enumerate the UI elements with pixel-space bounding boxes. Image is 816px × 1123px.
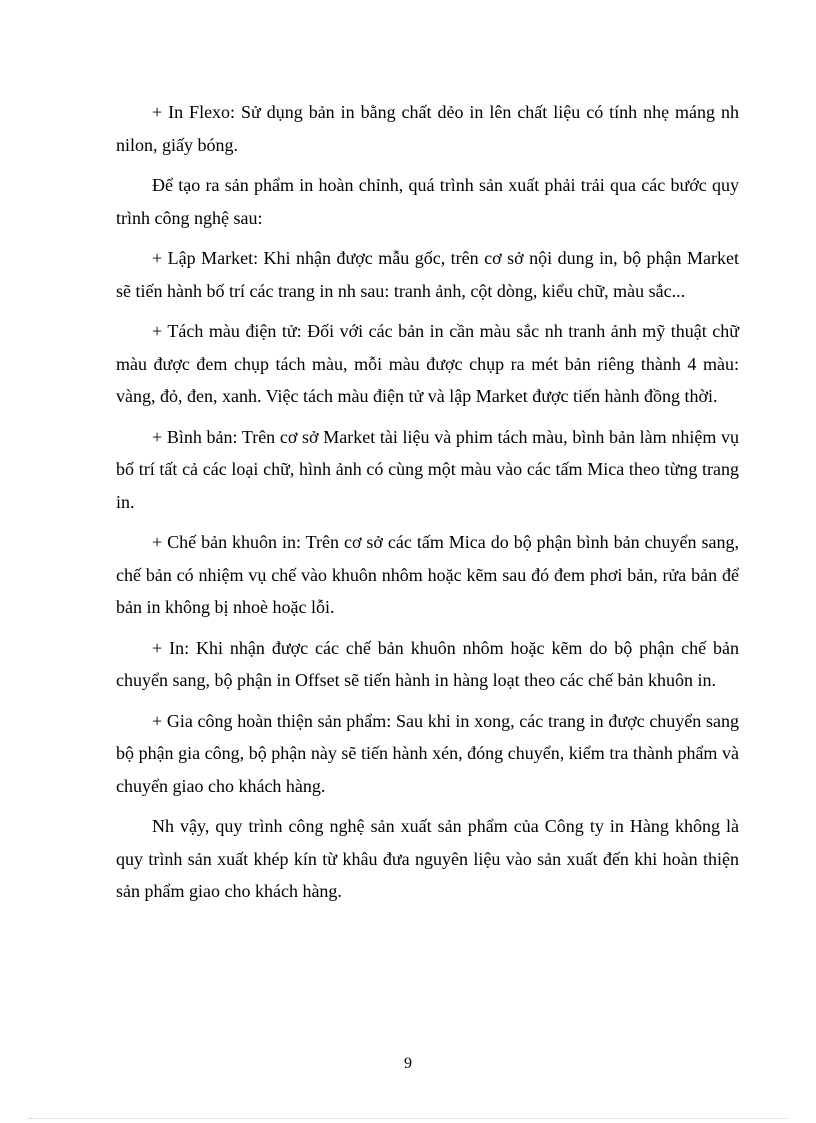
paragraph-process-intro: Để tạo ra sản phẩm in hoàn chỉnh, quá trình sản xuất phải trải qua các bước quy trình công nghệ sau: <box>116 175 739 228</box>
paragraph-che-ban: + Chế bản khuôn in: Trên cơ sở các tấm Mica do bộ phận bình bản chuyển sang, chế bản có nhiệm vụ chế vào khuôn nhôm hoặc kẽm sau đó đem phơi bản, rửa bản để bản in không bị nhoè hoặc lỗi. <box>116 532 739 617</box>
paragraph-conclusion: Nh vậy, quy trình công nghệ sản xuất sản phẩm của Công ty in Hàng không là quy trình sản xuất khép kín từ khâu đưa nguyên liệu vào sản xuất đến khi hoàn thiện sản phẩm giao cho khách hàng. <box>116 816 739 901</box>
page-bottom-divider <box>28 1118 788 1119</box>
paragraph-in: + In: Khi nhận được các chế bản khuôn nhôm hoặc kẽm do bộ phận chế bản chuyển sang, bộ phận in Offset sẽ tiến hành in hàng loạt theo các chế bản khuôn in. <box>116 637 739 690</box>
paragraph-gia-cong: + Gia công hoàn thiện sản phẩm: Sau khi in xong, các trang in được chuyển sang bộ phận gia công, bộ phận này sẽ tiến hành xén, đóng chuyển, kiểm tra thành phẩm và chuyển giao cho khách hàng. <box>116 710 739 796</box>
paragraph-in-flexo: + In Flexo: Sử dụng bản in bằng chất dẻo in lên chất liệu có tính nhẹ máng nh nilon, giấy bóng. <box>116 102 739 155</box>
paragraph-lap-market: + Lập Market: Khi nhận được mẫu gốc, trên cơ sở nội dung in, bộ phận Market sẽ tiến hành bố trí các trang in nh sau: tranh ảnh, cột dòng, kiểu chữ, màu sắc... <box>116 248 739 301</box>
body-text <box>116 96 739 916</box>
page-number: 9 <box>404 1055 412 1072</box>
paragraph-tach-mau: + Tách màu điện tử: Đối với các bản in cần màu sắc nh tranh ảnh mỹ thuật chữ màu được đem chụp tách màu, mỗi màu được chụp ra mét bản riêng thành 4 màu: vàng, đỏ, đen, xanh. Việc tách màu điện tử và lập Market được tiến hành đồng thời. <box>116 321 739 406</box>
paragraph-binh-ban: + Bình bản: Trên cơ sở Market tài liệu và phim tách màu, bình bản làm nhiệm vụ bố trí tất cả các loại chữ, hình ảnh có cùng một màu vào các tấm Mica theo từng trang in. <box>116 426 739 512</box>
